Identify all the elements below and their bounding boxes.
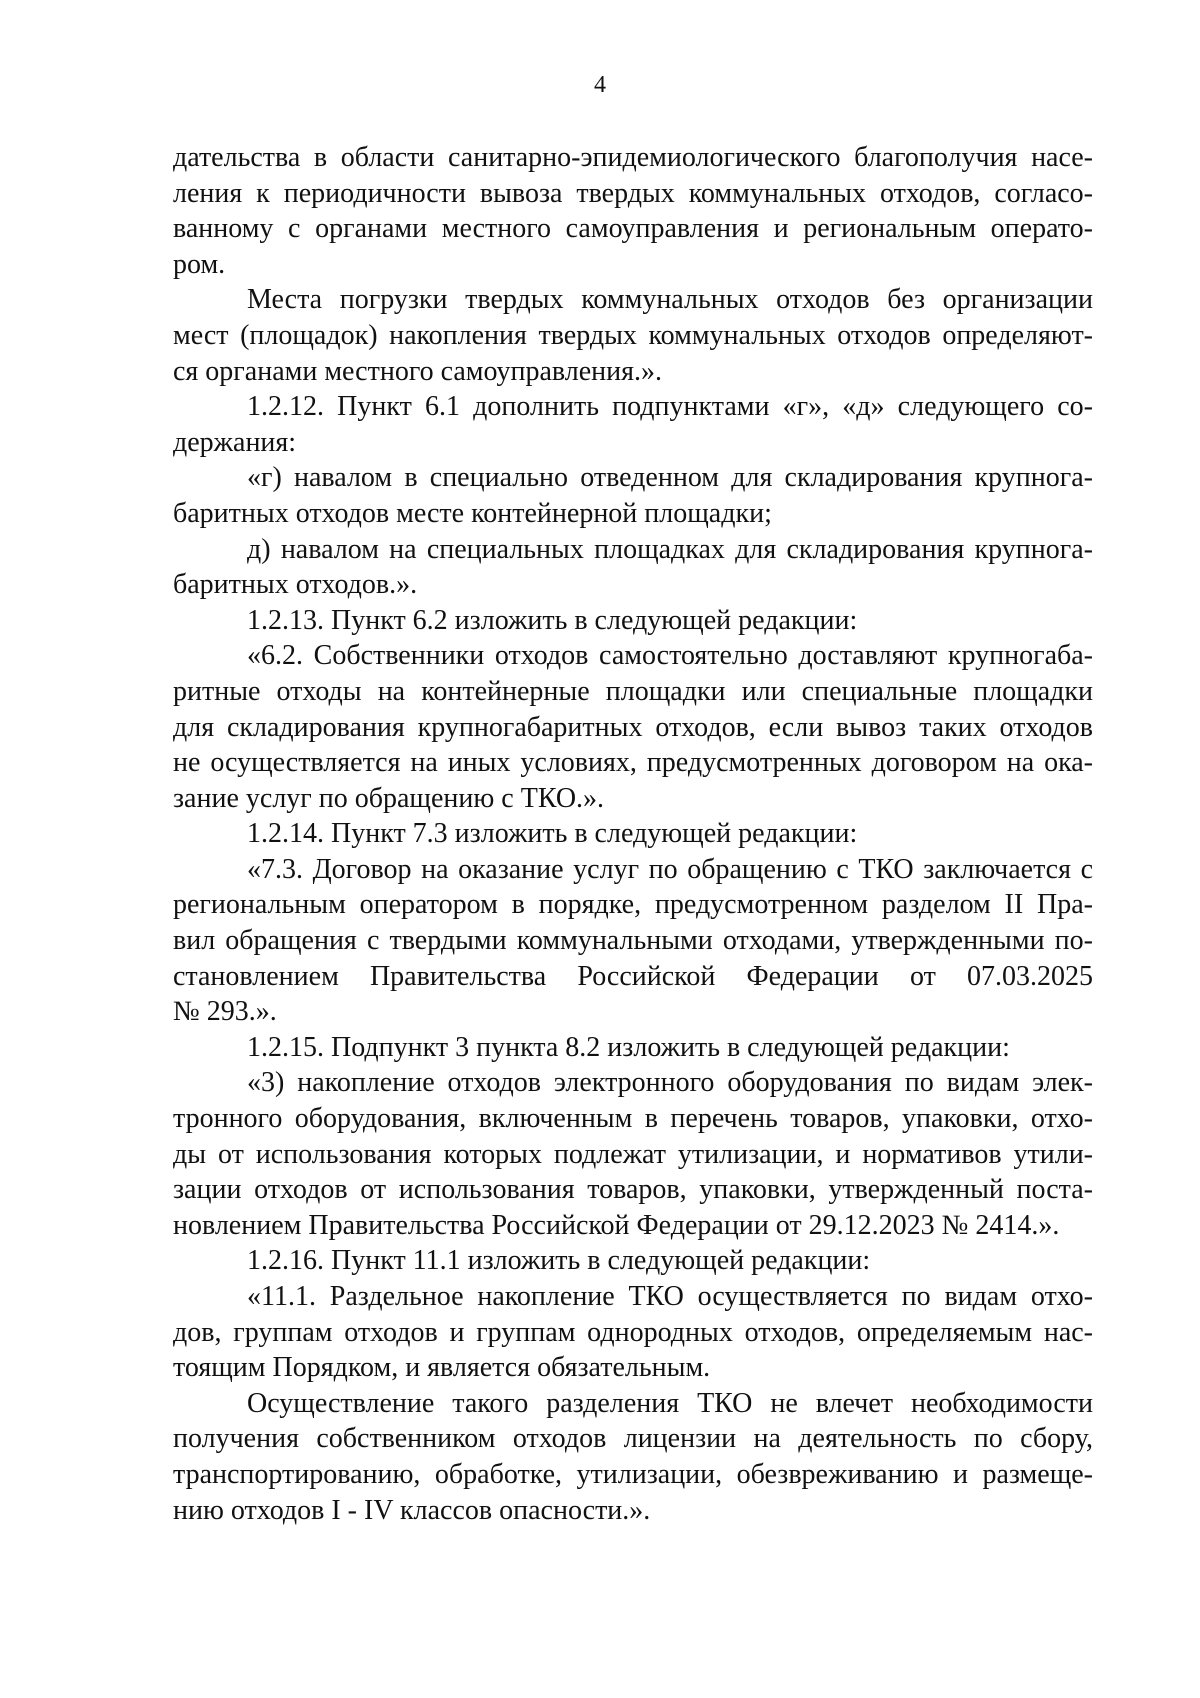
text-line: тоящим Порядком, и является обязательным. [173, 1352, 711, 1384]
text-line: ся органами местного самоуправления.». [173, 355, 662, 387]
text-line: становлением Правительства Российской Федерации от 07.03.2025 [173, 960, 1093, 992]
text-line: тронного оборудования, включенным в перечень товаров, упаковки, отхо- [173, 1103, 1093, 1135]
text-line: д) навалом на специальных площадках для складирования крупнога- [247, 533, 1093, 565]
paragraph [173, 816, 1093, 852]
paragraph [173, 140, 1093, 282]
text-line: «6.2. Собственники отходов самостоятельно доставляют крупногаба- [247, 640, 1093, 672]
text-line: транспортированию, обработке, утилизации, обезвреживанию и размеще- [173, 1458, 1093, 1490]
text-line: ления к периодичности вывоза твердых коммунальных отходов, согласо- [173, 177, 1093, 209]
text-line: «г) навалом в специально отведенном для складирования крупнога- [247, 462, 1093, 494]
paragraph [173, 282, 1093, 389]
text-line: ритные отходы на контейнерные площадки или специальные площадки [173, 675, 1093, 707]
text-line: региональным оператором в порядке, предусмотренном разделом II Пра- [173, 889, 1093, 921]
paragraph [173, 532, 1093, 603]
paragraph [173, 460, 1093, 531]
text-line: для складирования крупногабаритных отходов, если вывоз таких отходов [173, 711, 1093, 743]
text-line: зации отходов от использования товаров, упаковки, утвержденный поста- [173, 1174, 1093, 1206]
text-line: зание услуг по обращению с ТКО.». [173, 782, 605, 814]
text-line: «11.1. Раздельное накопление ТКО осуществляется по видам отхо- [247, 1281, 1093, 1312]
text-line: не осуществляется на иных условиях, предусмотренных договором на ока- [173, 747, 1093, 779]
paragraph [173, 1243, 1093, 1279]
paragraph [173, 1065, 1093, 1243]
paragraph [173, 603, 1093, 639]
document-body [173, 140, 1093, 1528]
text-line: «3) накопление отходов электронного оборудования по видам элек- [247, 1067, 1093, 1099]
paragraph [173, 1279, 1093, 1386]
page-number: 4 [594, 72, 606, 98]
text-line: новлением Правительства Российской Федерации от 29.12.2023 № 2414.». [173, 1209, 1060, 1241]
text-line: 1.2.12. Пункт 6.1 дополнить подпунктами «г», «д» следующего со- [247, 391, 1093, 423]
paragraph [173, 638, 1093, 816]
text-line: ванному с органами местного самоуправления и региональным операто- [173, 213, 1093, 245]
paragraph [173, 389, 1093, 460]
text-line: мест (площадок) накопления твердых коммунальных отходов определяют- [173, 319, 1093, 351]
text-line: вил обращения с твердыми коммунальными отходами, утвержденными по- [173, 925, 1093, 957]
text-line: ды от использования которых подлежат утилизации, и нормативов утили- [173, 1138, 1093, 1170]
text-line: баритных отходов.». [173, 569, 418, 601]
text-line: Места погрузки твердых коммунальных отходов без организации [247, 284, 1093, 316]
text-line: держания: [173, 426, 297, 458]
text-line: «7.3. Договор на оказание услуг по обращению с ТКО заключается с [247, 853, 1093, 885]
text-line: дательства в области санитарно-эпидемиологического благополучия насе- [173, 142, 1093, 173]
text-line: получения собственником отходов лицензии на деятельность по сбору, [173, 1423, 1093, 1455]
text-line: дов, группам отходов и группам однородных отходов, определяемым нас- [173, 1316, 1093, 1348]
paragraph [173, 852, 1093, 1030]
paragraph [173, 1386, 1093, 1528]
text-line: 1.2.16. Пункт 11.1 изложить в следующей редакции: [247, 1245, 871, 1277]
text-line: № 293.». [173, 996, 277, 1028]
text-line: ром. [173, 248, 226, 280]
text-line: 1.2.13. Пункт 6.2 изложить в следующей редакции: [247, 604, 858, 636]
text-line: 1.2.15. Подпункт 3 пункта 8.2 изложить в следующей редакции: [247, 1031, 1010, 1063]
text-line: 1.2.14. Пункт 7.3 изложить в следующей редакции: [247, 818, 858, 850]
text-line: нию отходов I - IV классов опасности.». [173, 1494, 651, 1526]
paragraph [173, 1030, 1093, 1066]
text-line: Осуществление такого разделения ТКО не влечет необходимости [247, 1387, 1093, 1419]
text-line: баритных отходов месте контейнерной площадки; [173, 497, 772, 529]
